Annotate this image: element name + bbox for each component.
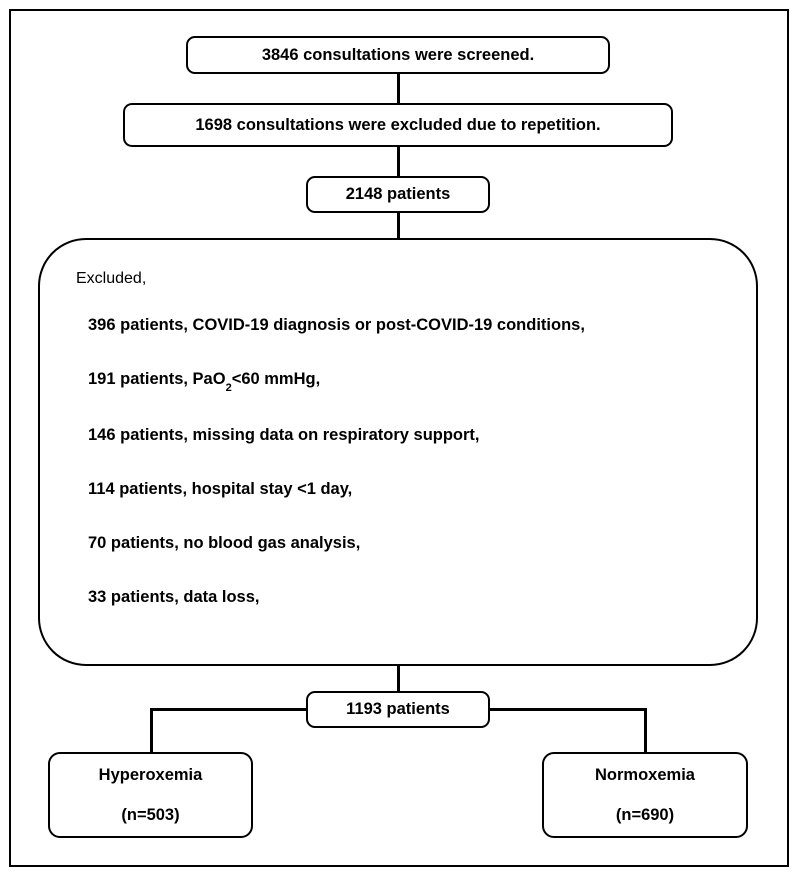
hyperoxemia-label: Hyperoxemia [98,765,203,784]
excluded-repetition-box: 1698 consultations were excluded due to repetition. [123,103,673,147]
exclusion-item-pao2-post: <60 mmHg, [231,370,321,388]
exclusion-item-pao2 [88,370,726,395]
exclusion-item-covid: 396 patients, COVID-19 diagnosis or post-COVID-19 conditions, [88,316,585,334]
exclusion-item-no-blood-gas: 70 patients, no blood gas analysis, [88,534,361,553]
screened-box: 3846 consultations were screened. [186,36,610,74]
patients-final-box: 1193 patients [306,691,490,728]
normoxemia-box [542,752,748,838]
hyperoxemia-box [48,752,253,838]
branch-drop-right [644,708,647,753]
branch-line-left [150,708,307,711]
exclusion-item-hospital-stay: 114 patients, hospital stay <1 day, [88,480,353,499]
connector-line [397,147,400,177]
patients-initial-box: 2148 patients [306,176,490,213]
exclusion-list [76,316,726,607]
exclusion-item-data-loss: 33 patients, data loss, [88,588,260,607]
exclusion-item-missing-data: 146 patients, missing data on respiratory support, [88,426,480,445]
branch-line-right [490,708,647,711]
exclusion-box [38,238,758,666]
exclusion-header: Excluded, [76,270,147,287]
exclusion-item-pao2-sub: 2 [225,382,232,395]
connector-line [397,74,400,104]
branch-drop-left [150,708,153,753]
exclusion-item-pao2-pre: 191 patients, PaO [88,370,226,388]
normoxemia-label: Normoxemia [595,765,695,784]
connector-line [397,213,400,239]
normoxemia-n: (n=690) [615,805,675,824]
connector-line [397,666,400,692]
hyperoxemia-n: (n=503) [121,805,180,824]
